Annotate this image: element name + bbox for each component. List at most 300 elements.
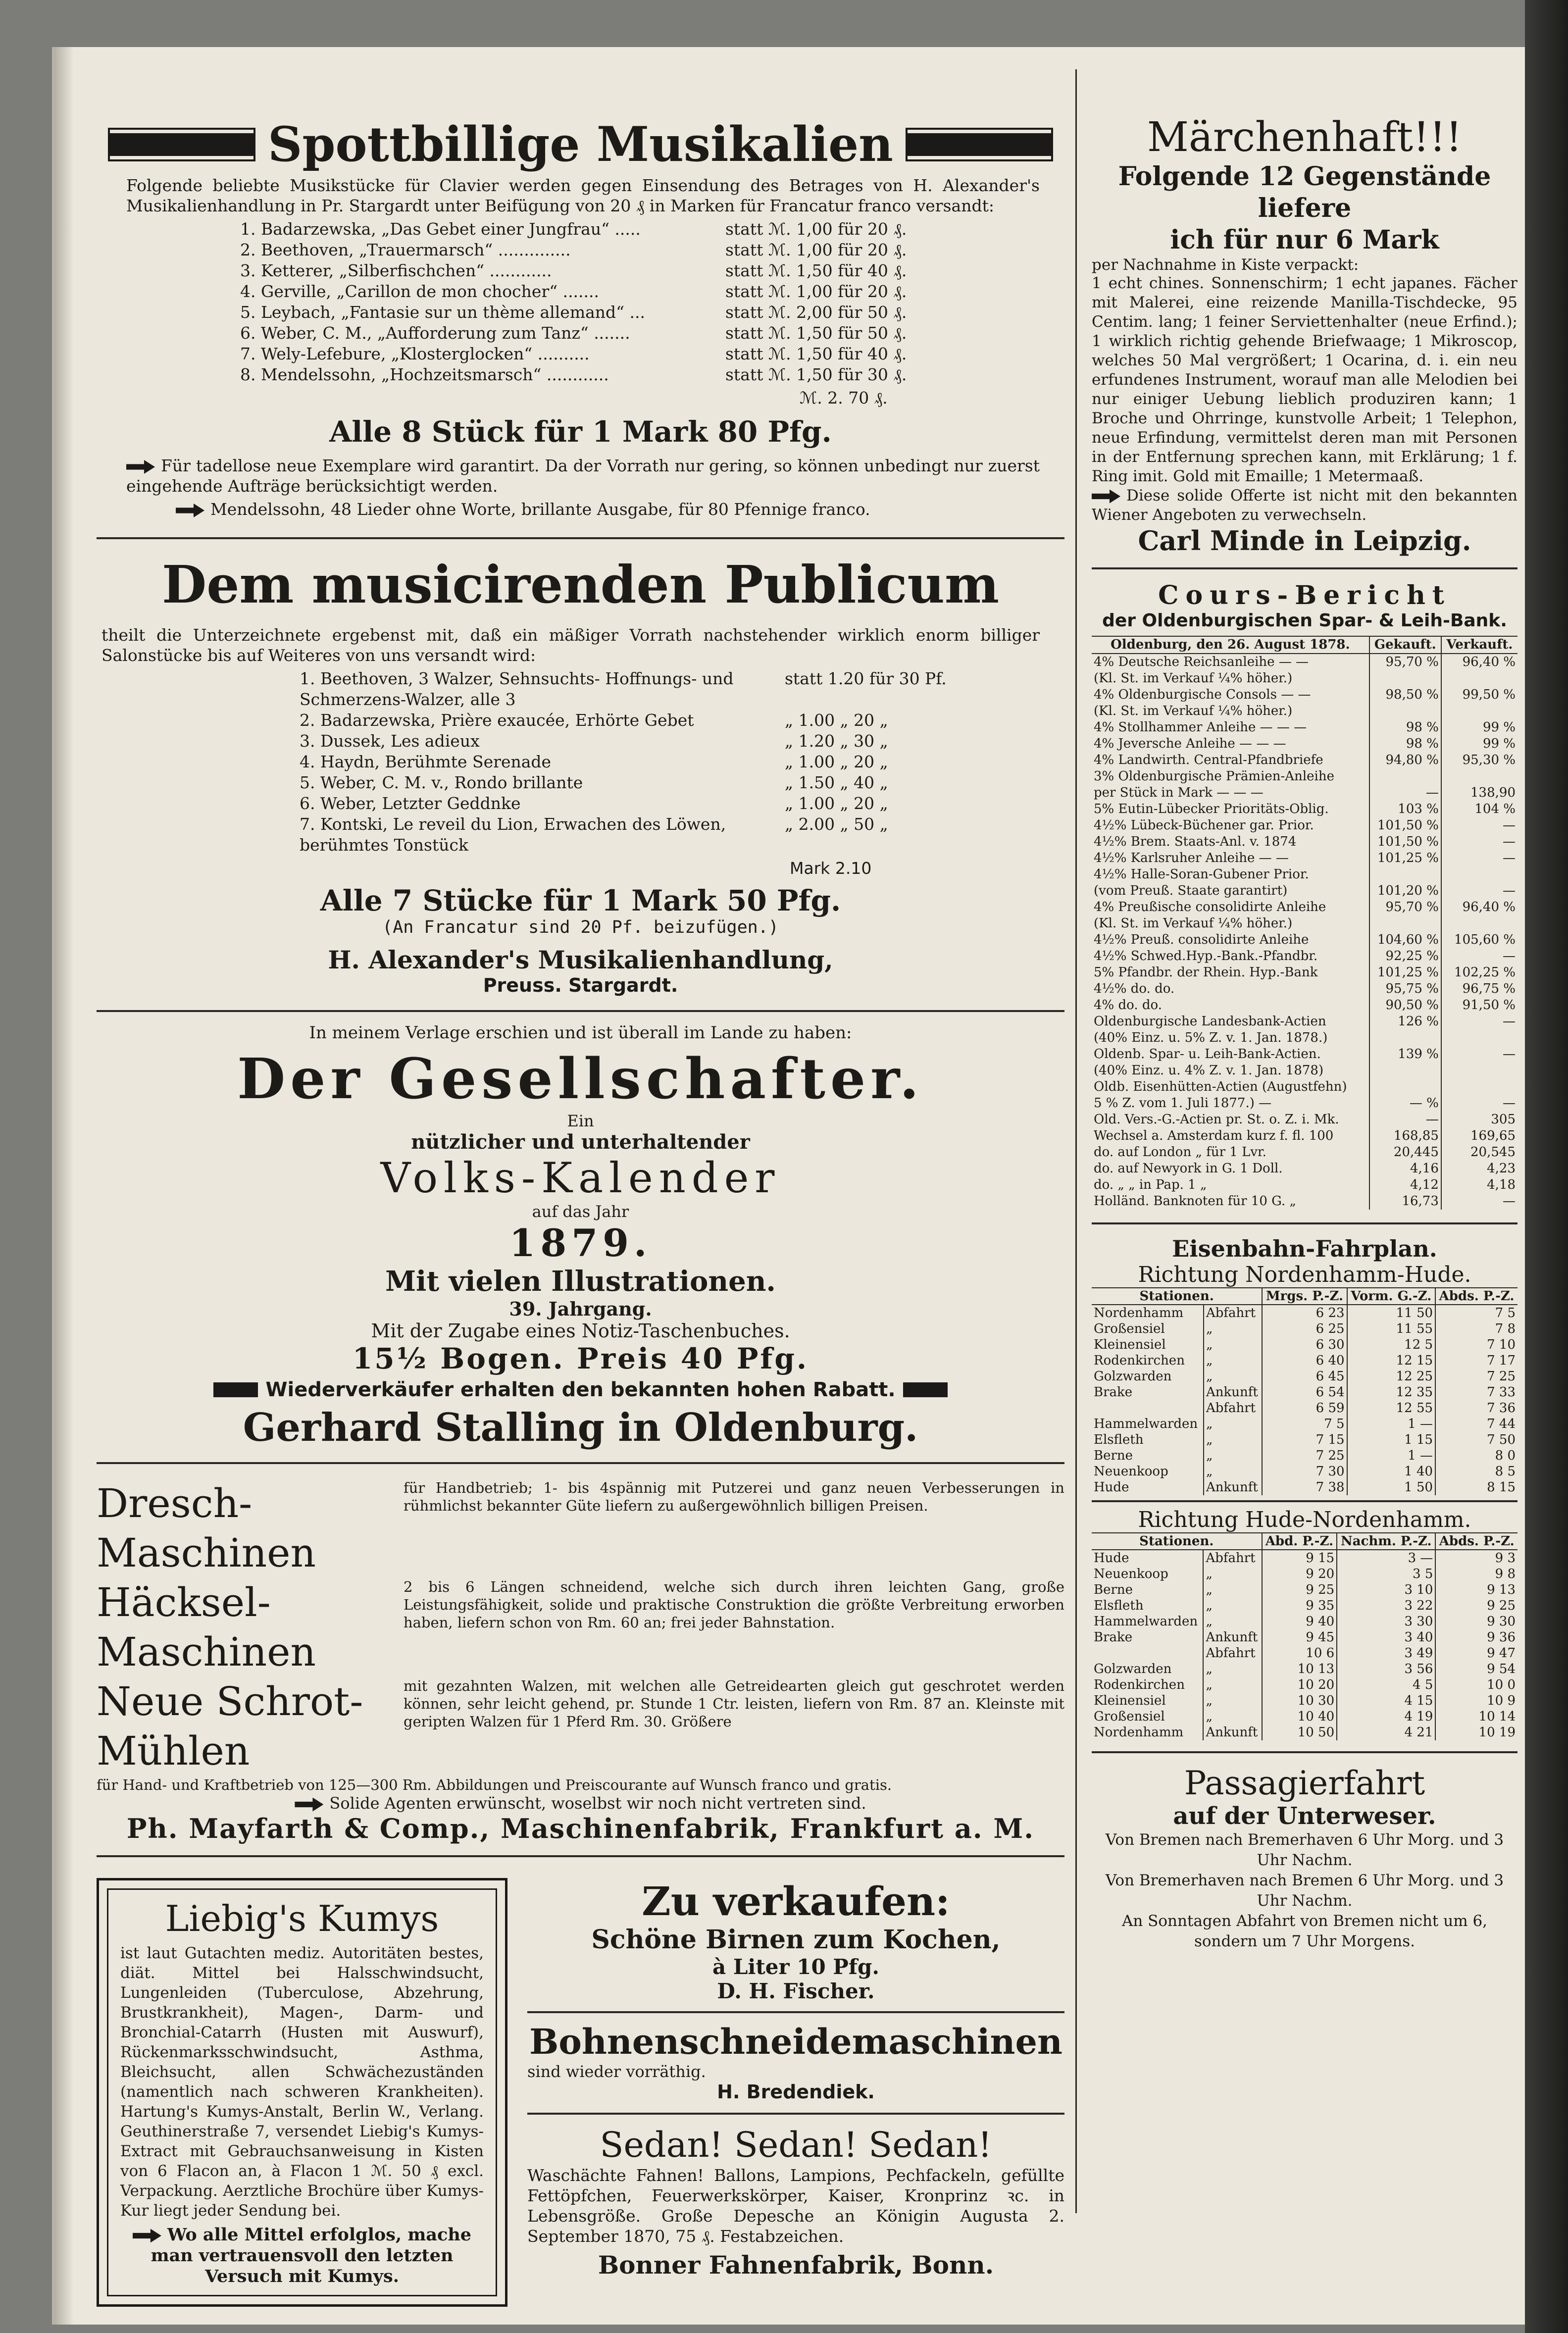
item-title: 1. Beethoven, 3 Walzer, Sehnsuchts- Hoffnungs- und Schmerzens-Walzer, alle 3 [300,669,734,709]
table-cell: (Kl. St. im Verkauf ¼% höher.) [1092,915,1369,932]
ad-kumys [97,1878,507,2307]
table-cell: 169,65 [1470,1128,1516,1143]
ad-intro: Folgende beliebte Musikstücke für Clavier werden gegen Einsendung des Betrages von H. Alexander's Musikalienhandlung in Pr. Stargardt unter Beifügung von 20 ₰ in Marken für Francatur franco versandt: [126,176,1040,215]
table-row [1092,1063,1517,1079]
table-cell: 3 — [1337,1550,1435,1566]
table-cell: — [1369,785,1441,801]
table-cell: 10 20 [1262,1677,1337,1693]
ad-passagier [1092,1764,1517,1952]
table-cell: Abfahrt [1204,1400,1262,1416]
kalender-zugabe: Mit der Zugabe eines Notiz-Taschenbuches. [371,1320,790,1342]
item-list [240,219,1064,385]
table-cell: Nordenhamm [1092,1724,1203,1740]
table-row [1092,1400,1517,1416]
sum-line: Mark 2.10 [790,859,872,878]
francatur-note: (An Francatur sind 20 Pf. beizufügen.) [382,917,779,937]
maerchen-sub: Folgende 12 Gegenstände liefere [1118,161,1491,223]
kumys-text: ist laut Gutachten mediz. Autoritäten bestes, diät. Mittel bei Halsschwindsucht, Lungenleiden (Tuberculose, Abzehrung, Brustkrankheit), Magen-, Darm- und Bronchial-Catarrh (Husten mit Auswurf), Rückenmarksschwindsucht, Asthma, Bleichsucht, allen Schwächezuständen (namentlich nach schweren Krankheiten). Hartung's Kumys-Anstalt, Berlin W., Verlang. Geuthinerstraße 7, versendet Liebig's Kumys-Extract mit Gebrauchsanweisung in Kisten von 6 Flacon an, à Flacon 1 ℳ. 50 ₰ excl. Verpackung. Aerztliche Brochüre über Kumys-Kur liegt jeder Sendung bei. [120,1944,484,2220]
ad-title: Der Gesellschafter. [237,1047,924,1112]
table-header: Abds. P.-Z. [1435,1533,1517,1550]
firm-name: Carl Minde in Leipzig. [1138,525,1471,557]
table-row [1092,997,1517,1014]
table-cell: Ankunft [1203,1629,1262,1645]
table-cell [1441,768,1517,785]
list-item [240,302,1064,323]
fahrplan-table-1 [1092,1287,1517,1495]
table-cell: 8 0 [1495,1448,1516,1463]
table-cell [1441,1079,1517,1095]
firm-name: H. Bredendiek. [717,2081,875,2103]
table-cell: 98 % [1369,719,1441,736]
item-title: 6. Weber, Letzter Geddnke [300,794,521,813]
firm-place: Preuss. Stargardt. [483,974,678,996]
table-cell: 1 40 [1347,1464,1436,1479]
table-cell: 20,445 [1369,1144,1441,1161]
table-row [1092,1566,1517,1582]
table-cell: 7 33 [1487,1385,1516,1400]
table-cell: Großensiel [1092,1709,1203,1724]
table-row [1092,1645,1517,1661]
table-cell: 9 25 [1487,1598,1516,1613]
table-cell: Ankunft [1204,1384,1262,1400]
firm-name: H. Alexander's Musikalienhandlung, [328,945,833,974]
table-cell: Hude [1092,1479,1204,1495]
ad-intro: theilt die Unterzeichnete ergebenst mit, daß ein mäßiger Vorrath nachstehender wirklich enorm billiger Salonstücke bis auf Weiteres von uns versandt wird: [101,625,1040,665]
table-cell [1369,1030,1441,1046]
table-cell: 4 15 [1337,1693,1435,1709]
table-cell: Abfahrt [1203,1645,1262,1661]
table-cell: 4½% do. do. [1092,981,1369,997]
decor-bar-left [110,130,253,159]
table-cell: 11 50 [1347,1305,1436,1321]
table-cell: 96,40 % [1462,900,1516,914]
table-cell: — [1503,818,1516,833]
passagier-line: Von Bremerhaven nach Bremen 6 Uhr Morg. und 3 Uhr Nachm. [1105,1872,1504,1910]
table-cell: — [1503,949,1516,964]
table-cell: 3 30 [1337,1614,1435,1629]
table-cell: „ [1204,1369,1262,1384]
table-cell: 305 [1491,1112,1516,1127]
table-cell: „ [1203,1582,1262,1598]
table-cell: 7 30 [1262,1464,1347,1479]
table-cell: Wechsel a. Amsterdam kurz f. fl. 100 [1092,1128,1369,1144]
table-cell: 9 3 [1495,1551,1516,1566]
pointing-hand-icon [133,2229,161,2243]
table-cell: Hammelwarden [1092,1614,1203,1629]
table-cell [1441,866,1517,883]
table-cell: 6 40 [1262,1353,1347,1369]
item-title: 7. Kontski, Le reveil du Lion, Erwachen des Löwen, berühmtes Tonstück [300,814,726,855]
table-cell: 4% Oldenburgische Consols — — [1092,687,1369,703]
table-cell: Hammelwarden [1092,1416,1204,1432]
table-row [1092,687,1517,703]
table-header: Vorm. G.-Z. [1347,1288,1436,1305]
table-row [1092,964,1517,981]
item-price: statt ℳ. 1,50 für 50 ₰. [725,323,907,343]
table-row [1092,1384,1517,1400]
list-item [300,668,1064,710]
cours-table [1092,636,1517,1210]
offer-line: Alle 7 Stücke für 1 Mark 50 Pfg. [320,884,841,917]
table-cell: 102,25 % [1454,965,1516,980]
ad-title: Bohnenschneidemaschinen [529,2021,1062,2062]
ad-title: Spottbillige Musikalien [268,116,893,172]
table-cell: 139 % [1369,1046,1441,1063]
ad-dresch [97,1479,1064,1844]
table-row [1092,1464,1517,1479]
ad-musikalien [97,116,1064,519]
item-title: 3. Ketterer, „Silberfischchen“ ............ [240,261,552,280]
ad-title: Passagierfahrt [1184,1764,1425,1802]
decor-bar-right [903,1382,948,1397]
kalender-name: Volks-Kalender [380,1154,781,1202]
offer-line: Alle 8 Stück für 1 Mark 80 Pfg. [329,415,832,449]
firm-name: Ph. Mayfarth & Comp., Maschinenfabrik, Frankfurt a. M. [126,1813,1035,1844]
list-item [240,240,1064,260]
table-cell: — [1503,1047,1516,1062]
item-price: statt ℳ. 1,00 für 20 ₰. [725,282,907,301]
table-cell [1369,768,1441,785]
firm-name: Gerhard Stalling in Oldenburg. [243,1405,918,1450]
table-row [1092,1677,1517,1693]
machine-text: 2 bis 6 Längen schneidend, welche sich durch ihren leichten Gang, große Leistungsfähigkeit, solide und praktische Construktion die größte Verbreitung erworben haben, liefern schon von Rm. 60 an; frei jeder Bahnstation. [404,1578,1064,1631]
pointing-hand-icon [176,504,204,517]
table-header: Abds. P.-Z. [1435,1288,1517,1305]
table-cell: 4% Landwirth. Central-Pfandbriefe [1092,752,1369,768]
table-cell: 9 15 [1262,1550,1337,1566]
table-cell: Oldb. Eisenhütten-Actien (Augustfehn) [1092,1079,1369,1095]
table-cell: 5 % Z. vom 1. Juli 1877.) — [1092,1095,1369,1112]
table-cell: 3 49 [1337,1645,1435,1661]
table-cell: „ [1203,1614,1262,1629]
table-cell: 20,545 [1470,1145,1516,1160]
table-cell: 4½% Karlsruher Anleihe — — [1092,850,1369,866]
list-item [240,344,1064,364]
table-cell: „ [1204,1464,1262,1479]
table-cell: 5% Pfandbr. der Rhein. Hyp.-Bank [1092,964,1369,981]
table-cell: 5% Eutin-Lübecker Prioritäts-Oblig. [1092,801,1369,817]
verkaufen-line: Schöne Birnen zum Kochen, [591,1925,1001,1955]
table-cell: do. auf Newyork in G. 1 Doll. [1092,1161,1369,1177]
item-title: 1. Badarzewska, „Das Gebet einer Jungfrau“ ..... [240,219,641,239]
table-cell: (40% Einz. u. 4% Z. v. 1. Jan. 1878) [1092,1063,1369,1079]
table-row [1092,785,1517,801]
table-cell: 9 13 [1487,1582,1516,1597]
table-row [1092,932,1517,948]
table-cell: 104,60 % [1369,932,1441,948]
table-cell: — [1503,1014,1516,1029]
maerchen-sub: ich für nur 6 Mark [1170,225,1439,255]
table-cell: Neuenkoop [1092,1566,1203,1582]
table-cell: 4 19 [1337,1709,1435,1724]
table-cell: 7 10 [1487,1337,1516,1352]
kalender-illustrations: Mit vielen Illustrationen. [385,1265,776,1298]
table-cell: 4% Deutsche Reichsanleihe — — [1092,654,1369,670]
table-cell: 4% do. do. [1092,997,1369,1014]
table-cell: 12 15 [1347,1353,1436,1369]
table-cell: — [1503,1194,1516,1209]
rabatt-note: Wiederverkäufer erhalten den bekannten hohen Rabatt. [265,1378,896,1401]
table-cell: 101,25 % [1369,850,1441,866]
table-cell [1441,670,1517,687]
table-cell: 101,50 % [1369,817,1441,834]
kalender-jahrgang: 39. Jahrgang. [509,1298,652,1320]
table-row [1092,1193,1517,1210]
sum-line: ℳ. 2. 70 ₰. [800,388,888,407]
item-title: 2. Beethoven, „Trauermarsch“ .............. [240,240,571,259]
table-cell: 10 40 [1262,1709,1337,1724]
list-item [300,793,1064,814]
table-cell: 104 % [1474,802,1516,816]
table-row [1092,670,1517,687]
item-price: „ 1.00 „ 20 „ [785,794,888,813]
table-row [1092,1369,1517,1384]
table-row [1092,736,1517,752]
table-cell: Kleinensiel [1092,1337,1204,1353]
list-item [240,364,1064,385]
table-cell: Golzwarden [1092,1661,1203,1677]
table-header: Nachm. P.-Z. [1337,1533,1435,1550]
table-cell: Golzwarden [1092,1369,1204,1384]
table-cell: 9 8 [1495,1567,1516,1581]
item-price: „ 1.00 „ 20 „ [785,752,888,771]
list-item [300,752,1064,772]
table-cell: 4,12 [1369,1177,1441,1193]
table-cell: 3 10 [1337,1582,1435,1598]
table-cell: (Kl. St. im Verkauf ¼% höher.) [1092,703,1369,719]
table-cell: 4½% Schwed.Hyp.-Bank.-Pfandbr. [1092,948,1369,964]
table-cell: 9 45 [1262,1629,1337,1645]
table-cell: 99 % [1482,720,1516,735]
table-cell: 4½% Halle-Soran-Gubener Prior. [1092,866,1369,883]
table-cell: Elsfleth [1092,1432,1204,1448]
ad-title: Dem musicirenden Publicum [162,554,999,615]
table-cell: 4½% Lübeck-Büchener gar. Prior. [1092,817,1369,834]
table-cell: 98,50 % [1369,687,1441,703]
right-column [1092,69,1517,1952]
table-cell: 9 47 [1487,1646,1516,1661]
table-cell [1369,915,1441,932]
machine-text: für Handbetrieb; 1- bis 4spännig mit Putzerei und ganz neuen Verbesserungen in rühmlichst bekannter Güte liefern zu außergewöhnlich billigen Preisen. [404,1479,1064,1514]
item-title: 2. Badarzewska, Prière exaucée, Erhörte Gebet [300,710,694,730]
table-row [1092,1614,1517,1629]
table-cell: Elsfleth [1092,1598,1203,1614]
table-cell: 12 55 [1347,1400,1436,1416]
table-row [1092,703,1517,719]
table-cell: 9 30 [1487,1614,1516,1629]
table-cell: 101,25 % [1369,964,1441,981]
table-cell: 95,70 % [1369,899,1441,915]
table-cell: 4,23 [1487,1161,1516,1176]
table-cell: 8 5 [1495,1464,1516,1479]
decor-bar-left [213,1382,258,1397]
item-title: 5. Weber, C. M. v., Rondo brillante [300,773,583,792]
table-row [1092,981,1517,997]
kalender-subtitle: nützlicher und unterhaltender [411,1130,750,1154]
table-cell: 10 14 [1478,1709,1516,1724]
item-price: „ 2.00 „ 50 „ [785,814,888,834]
list-item [300,710,1064,731]
table-cell: 91,50 % [1462,998,1516,1013]
table-cell: (40% Einz. u. 5% Z. v. 1. Jan. 1878.) [1092,1030,1369,1046]
table-cell: 9 40 [1262,1614,1337,1629]
table-cell [1369,1063,1441,1079]
table-cell: — [1369,1112,1441,1128]
table-cell: 7 15 [1262,1432,1347,1448]
column-rule [1075,69,1077,2213]
table-header: Oldenburg, den 26. August 1878. [1092,636,1369,654]
table-cell: — [1503,883,1516,898]
table-cell: 96,40 % [1462,655,1516,669]
table-row [1092,883,1517,899]
table-cell: 4% Stollhammer Anleihe — — — [1092,719,1369,736]
table-cell: 12 25 [1347,1369,1436,1384]
table-cell: — [1503,851,1516,865]
item-title: 8. Mendelssohn, „Hochzeitsmarsch“ ............ [240,365,609,384]
table-cell: 6 30 [1262,1337,1347,1353]
passagier-line: An Sonntagen Abfahrt von Bremen nicht um 6, sondern um 7 Uhr Morgens. [1121,1912,1488,1950]
list-item [240,260,1064,281]
table-row [1092,1161,1517,1177]
table-cell: Abfahrt [1204,1305,1262,1321]
table-cell: 98 % [1369,736,1441,752]
table-cell: Hude [1092,1550,1203,1566]
table-cell: (Kl. St. im Verkauf ¼% höher.) [1092,670,1369,687]
table-cell: 1 15 [1347,1432,1436,1448]
fahrplan-direction: Richtung Hude-Nordenhamm. [1138,1507,1471,1532]
table-row [1092,1305,1517,1321]
table-cell: 10 9 [1487,1693,1516,1708]
table-header: Mrgs. P.-Z. [1262,1288,1347,1305]
machine-heading: Häcksel-Maschinen [97,1579,316,1675]
table-cell: 9 36 [1487,1630,1516,1645]
table-row [1092,1321,1517,1337]
table-row [1092,1598,1517,1614]
table-cell: „ [1203,1709,1262,1724]
firm-name: Bonner Fahnenfabrik, Bonn. [598,2250,994,2280]
table-cell: Berne [1092,1582,1203,1598]
list-item [240,323,1064,344]
item-price: statt ℳ. 1,50 für 40 ₰. [725,261,907,280]
table-cell: 9 54 [1487,1662,1516,1676]
table-cell: 126 % [1369,1014,1441,1030]
maerchen-nachnahme: per Nachnahme in Kiste verpackt: [1092,256,1359,274]
table-cell: Kleinensiel [1092,1693,1203,1709]
bohnen-note: sind wieder vorräthig. [527,2062,706,2081]
table-cell: 7 36 [1487,1401,1516,1416]
table-cell: Großensiel [1092,1321,1204,1337]
table-cell [1441,915,1517,932]
table-row [1092,1416,1517,1432]
table-cell: 1 50 [1347,1479,1436,1495]
list-item [240,219,1064,240]
kalender-auf: auf das Jahr [532,1202,629,1221]
table-cell: 10 6 [1262,1645,1337,1661]
table-cell: Nordenhamm [1092,1305,1204,1321]
table-cell: 6 25 [1262,1321,1347,1337]
table-cell: 7 25 [1487,1369,1516,1384]
table-row [1092,1479,1517,1495]
ad-maerchen [1092,114,1517,557]
table-row [1092,1079,1517,1095]
table-cell: 3 40 [1337,1629,1435,1645]
table-cell: — [1503,1096,1516,1111]
table-cell: 4½% Brem. Staats-Anl. v. 1874 [1092,834,1369,850]
table-cell: „ [1204,1432,1262,1448]
table-row [1092,1095,1517,1112]
table-row [1092,850,1517,866]
table-cell: 1 — [1347,1416,1436,1432]
table-row [1092,948,1517,964]
table-cell: „ [1204,1321,1262,1337]
passagier-subtitle: auf der Unterweser. [1173,1802,1436,1830]
table-row [1092,1128,1517,1144]
table-row [1092,915,1517,932]
page-spine [54,47,74,2325]
list-item [300,814,1064,856]
table-cell: Berne [1092,1448,1204,1464]
machine-heading: Dresch-Maschinen [97,1480,316,1576]
decor-bar-right [908,130,1051,159]
table-cell: 6 45 [1262,1369,1347,1384]
item-price: „ 1.00 „ 20 „ [785,710,888,730]
machine-text: für Hand- und Kraftbetrieb von 125—300 Rm. Abbildungen und Preiscourante auf Wunsch franco und gratis. [97,1776,892,1793]
table-row [1092,1030,1517,1046]
ad-title: Zu verkaufen: [642,1878,950,1925]
table-row [1092,1432,1517,1448]
item-title: 7. Wely-Lefebure, „Klosterglocken“ .......... [240,344,590,363]
table-cell: 90,50 % [1369,997,1441,1014]
table-cell: 10 13 [1262,1661,1337,1677]
table-cell: 7 50 [1487,1432,1516,1447]
table-cell [1369,1079,1441,1095]
ad-publicum [97,554,1064,996]
table-cell: 4,18 [1487,1177,1516,1192]
table-cell: do. auf London „ für 1 Lvr. [1092,1144,1369,1161]
kumys-closing: Wo alle Mittel erfolglos, mache man vertrauensvoll den letzten Versuch mit Kumys. [151,2225,472,2286]
table-row [1092,899,1517,915]
pointing-hand-icon [295,1798,323,1812]
table-cell: 3 56 [1337,1661,1435,1677]
table-cell: 4% Preußische consolidirte Anleihe [1092,899,1369,915]
table-cell: 7 25 [1262,1448,1347,1464]
item-price: statt ℳ. 1,50 für 40 ₰. [725,344,907,363]
table-cell: 7 8 [1495,1321,1516,1336]
list-item [300,772,1064,793]
ad-intro: In meinem Verlage erschien und ist überall im Lande zu haben: [309,1023,852,1043]
table-row [1092,1112,1517,1128]
table-header: Gekauft. [1369,636,1441,654]
table-cell: 9 35 [1262,1598,1337,1614]
scan-edge [1525,0,1568,2333]
table-cell: 4 21 [1337,1724,1435,1740]
table-cell: 168,85 [1369,1128,1441,1144]
item-title: 4. Haydn, Berühmte Serenade [300,752,552,771]
table-cell: Abfahrt [1203,1550,1262,1566]
table-row [1092,752,1517,768]
table-cell: Old. Vers.-G.-Actien pr. St. o. Z. i. Mk. [1092,1112,1369,1128]
table-cell [1441,703,1517,719]
table-cell: do. „ „ in Pap. 1 „ [1092,1177,1369,1193]
list-item [240,281,1064,302]
table-cell: Brake [1092,1384,1204,1400]
mendelssohn-note: Mendelssohn, 48 Lieder ohne Worte, brillante Ausgabe, für 80 Pfennige franco. [210,500,870,519]
list-item [300,731,1064,752]
table-cell: 95,30 % [1462,753,1516,767]
table-cell: 10 19 [1478,1725,1516,1740]
table-cell: Rodenkirchen [1092,1677,1203,1693]
cours-subtitle: der Oldenburgischen Spar- & Leih-Bank. [1102,610,1507,631]
